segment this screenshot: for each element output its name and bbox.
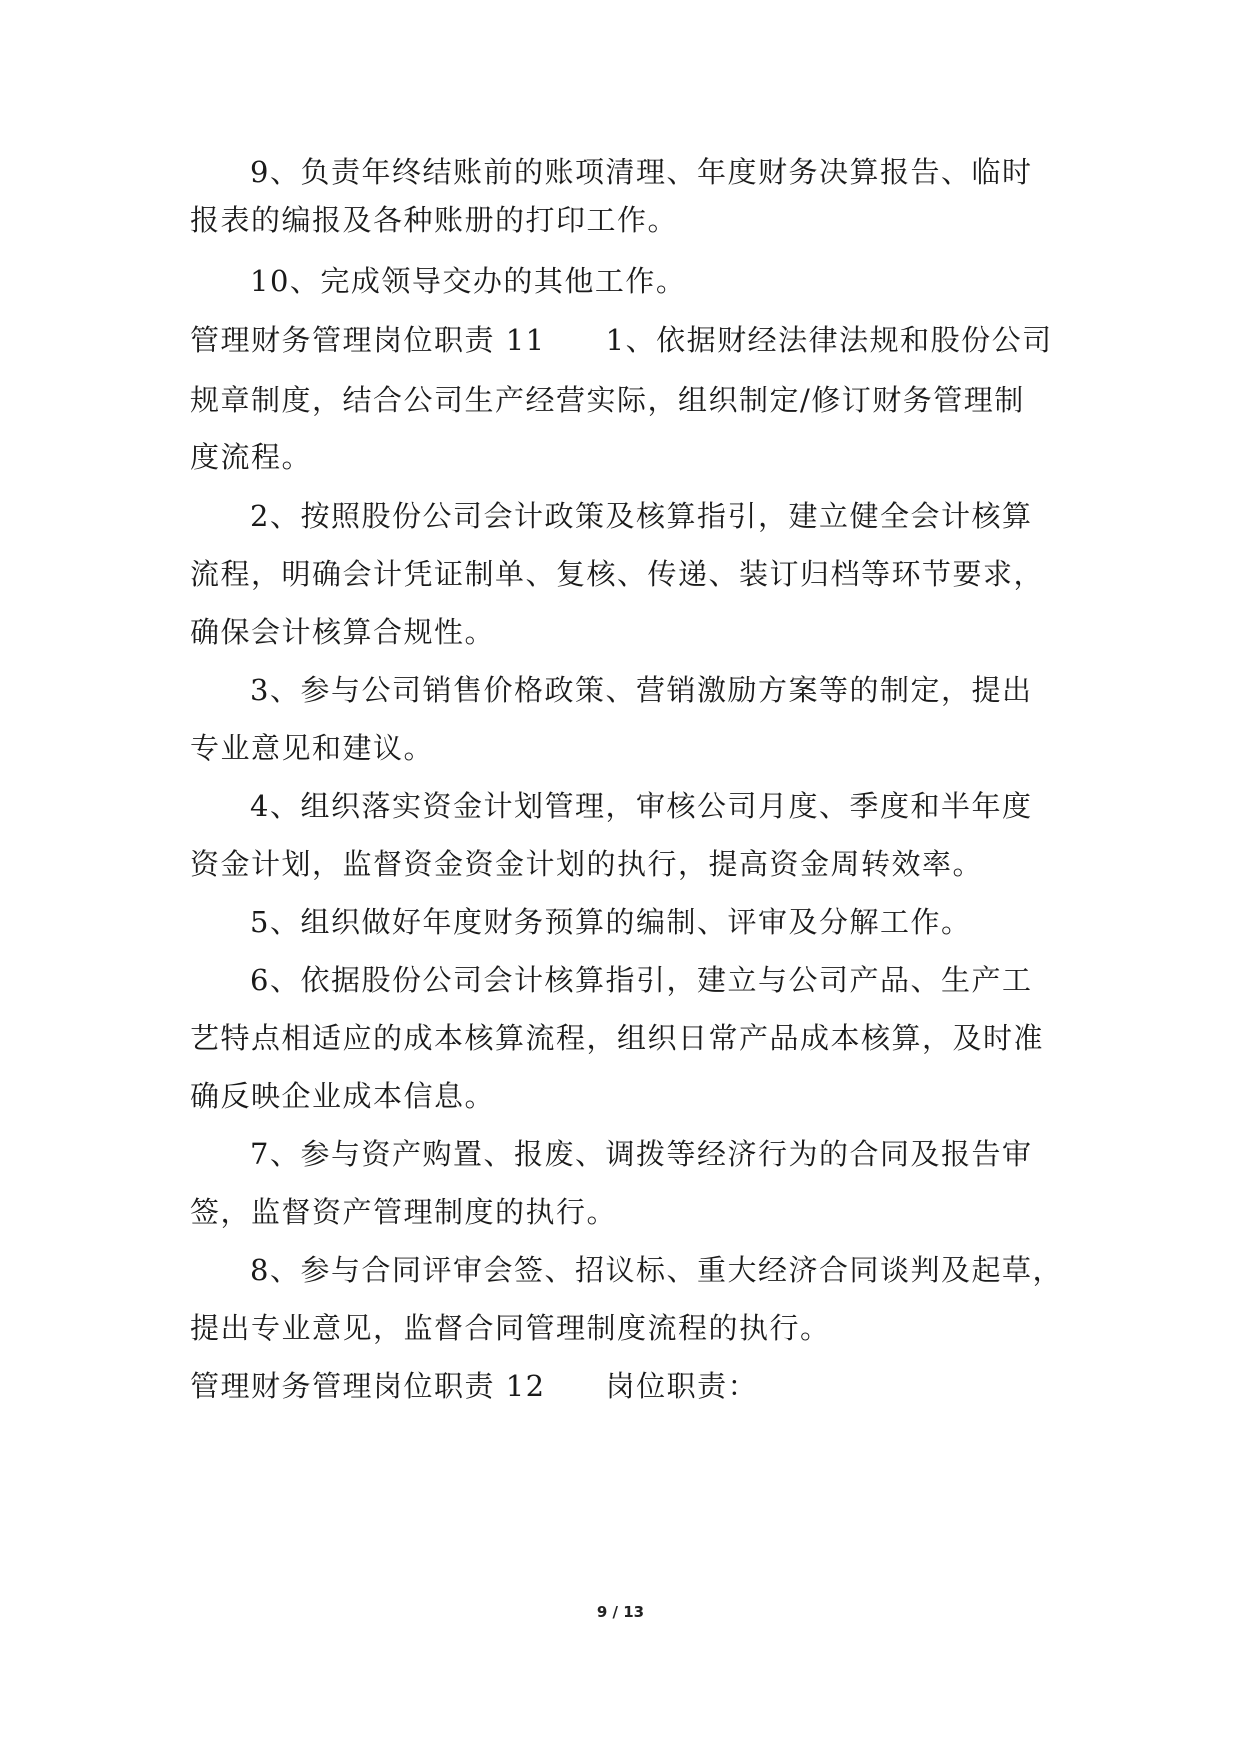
paragraph-line: 度流程。	[190, 440, 313, 474]
paragraph-line: 6、依据股份公司会计核算指引，建立与公司产品、生产工	[250, 963, 1033, 997]
paragraph-line: 专业意见和建议。	[190, 731, 435, 765]
section-heading: 管理财务管理岗位职责 12	[190, 1369, 546, 1403]
paragraph-line: 规章制度，结合公司生产经营实际，组织制定/修订财务管理制	[190, 383, 1025, 417]
paragraph-text: 岗位职责：	[605, 1369, 759, 1403]
section-heading-line	[190, 320, 1053, 360]
paragraph-line: 确反映企业成本信息。	[190, 1079, 496, 1113]
paragraph-line: 流程，明确会计凭证制单、复核、传递、装订归档等环节要求，	[190, 557, 1045, 591]
page-number: 9 / 13	[596, 1603, 645, 1621]
paragraph-line: 报表的编报及各种账册的打印工作。	[190, 203, 679, 237]
paragraph-text: 1、依据财经法律法规和股份公司	[605, 323, 1053, 357]
paragraph-line: 确保会计核算合规性。	[190, 615, 496, 649]
paragraph-line: 资金计划，监督资金资金计划的执行，提高资金周转效率。	[190, 847, 984, 881]
paragraph-line: 签，监督资产管理制度的执行。	[190, 1195, 618, 1229]
paragraph-line: 9、负责年终结账前的账项清理、年度财务决算报告、临时	[250, 155, 1033, 189]
paragraph-line: 5、组织做好年度财务预算的编制、评审及分解工作。	[250, 905, 972, 939]
paragraph-line: 艺特点相适应的成本核算流程，组织日常产品成本核算，及时准	[190, 1021, 1045, 1055]
paragraph-line: 提出专业意见，监督合同管理制度流程的执行。	[190, 1311, 831, 1345]
section-heading: 管理财务管理岗位职责 11	[190, 323, 546, 357]
paragraph-line: 4、组织落实资金计划管理，审核公司月度、季度和半年度	[250, 789, 1033, 823]
paragraph-line: 2、按照股份公司会计政策及核算指引，建立健全会计核算	[250, 499, 1033, 533]
paragraph-line: 8、参与合同评审会签、招议标、重大经济合同谈判及起草，	[250, 1253, 1063, 1287]
paragraph-line: 7、参与资产购置、报废、调拨等经济行为的合同及报告审	[250, 1137, 1033, 1171]
paragraph-line: 10、完成领导交办的其他工作。	[250, 264, 687, 298]
section-heading-line	[190, 1366, 758, 1406]
paragraph-line: 3、参与公司销售价格政策、营销激励方案等的制定，提出	[250, 673, 1033, 707]
